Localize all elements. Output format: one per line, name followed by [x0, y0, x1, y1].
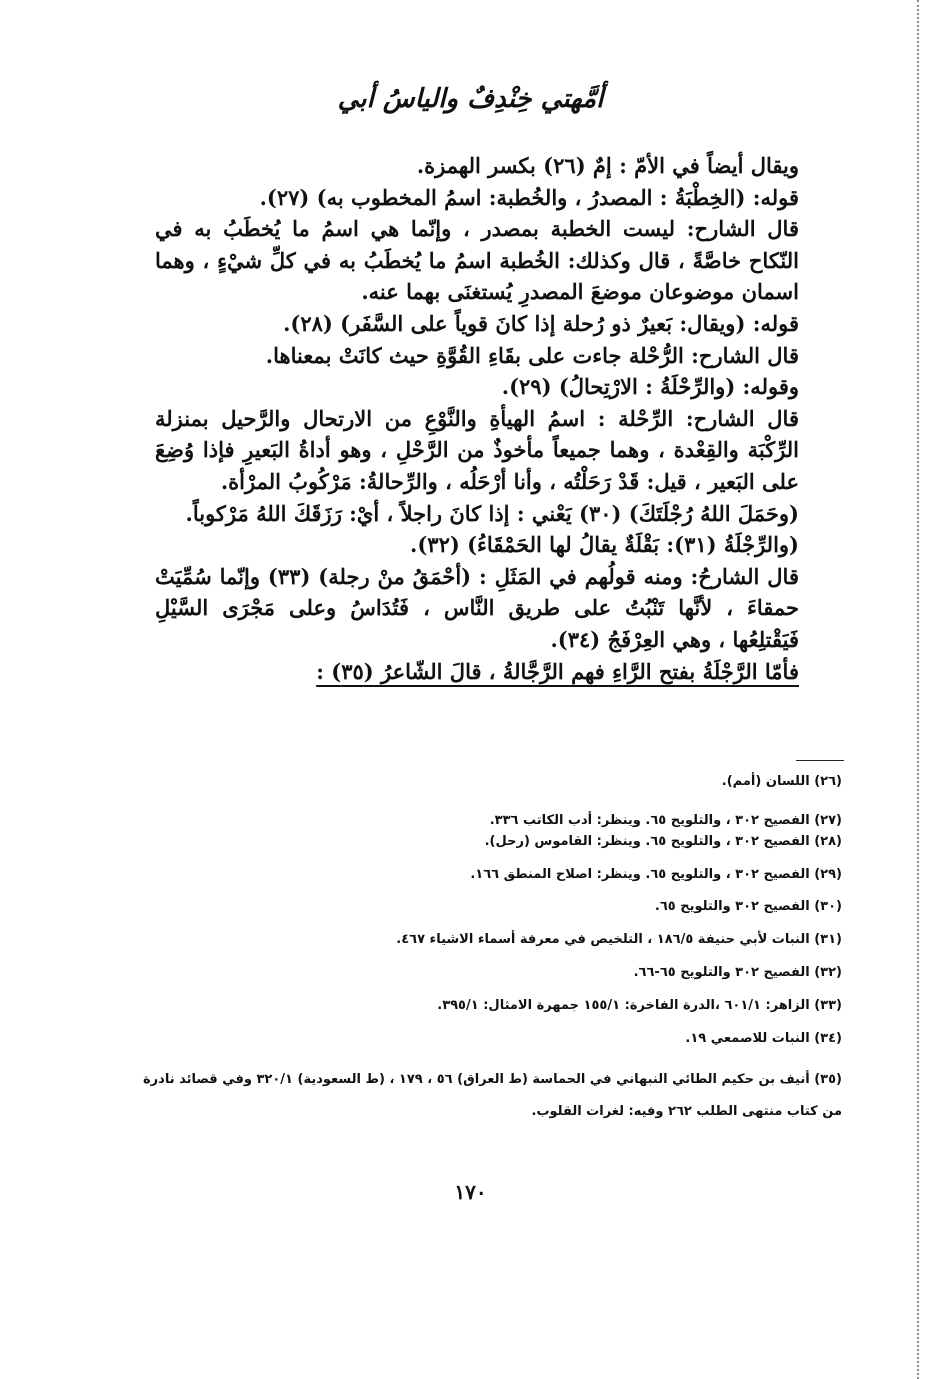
footnote-31: (٣١) النبات لأبي حنيفة ١٨٦/٥ ، التلخيص في معرفة أسماء الاشياء ٤٦٧. [396, 932, 842, 947]
body-line-6: وقوله: (والرِّحْلَةُ : الارْتِحالُ) (٢٩). [501, 374, 799, 400]
body-line-11: فأمّا الرَّجْلَةُ بفتح الرَّاءِ فهم الرَّجَّالةُ ، قالَ الشّاعرُ (٣٥) : [316, 658, 799, 684]
footnote-27: (٢٧) الفصيح ٣٠٢ ، والتلويح ٦٥. وينظر: أدب الكاتب ٣٣٦. [489, 813, 842, 828]
scan-edge-mark [917, 0, 919, 1379]
body-line-2: قوله: (الخِطْبَةُ : المصدرُ ، والخُطبة: اسمُ المخطوب به) (٢٧). [259, 184, 799, 210]
footnote-34: (٣٤) النبات للاصمعي ١٩. [685, 1031, 842, 1046]
footnote-26: (٢٦) اللسان (أمم). [721, 774, 842, 789]
footnote-35: (٣٥) أنيف بن حكيم الطائي النبهاني في الحماسة (ط العراق) ٥٦ ، ١٧٩ ، (ط السعودية) ٣٢٠/١ وفي قصائد نادرة من كتاب منتهى الطلب ٢٦٢ وفيه: لغرات القلوب. [142, 1072, 842, 1119]
footnote-33: (٣٣) الزاهر: ٦٠١/١ ،الدرة الفاخرة: ١٥٥/١ جمهرة الامثال: ٣٩٥/١. [437, 998, 842, 1013]
footnote-divider [796, 760, 844, 761]
body-paragraph-3: قال الشارح: ليست الخطبة بمصدر ، وإنّما هي اسمُ ما يُخطَبُ به في النّكاح خاصَّةً ، قال وكذلك: الخُطبة اسمُ ما يُخطَبُ به في كلِّ شيْءٍ ، وهما اسمان موضوعان موضعَ المصدرِ يُستغنَى بهما عنه. [155, 216, 799, 305]
footnote-30: (٣٠) الفصيح ٣٠٢ والتلويح ٦٥. [654, 899, 842, 914]
body-paragraph-7: قال الشارح: الرِّحْلة : اسمُ الهيأةِ والنَّوْعِ من الارتحال والرَّحيل بمنزلة الرِّكْبَة والقِعْدة ، وهما جميعاً مأخوذٌ من الرَّحْلِ ، وهو أداةُ البَعيرِ فإذا وُضِعَ على البَعير ، قيل: قَدْ رَحَلْتُه ، وأنا أرْحَلُه ، والرِّحالةُ: مَرْكُوبُ المرْأة. [155, 405, 799, 494]
body-paragraph-10: قال الشارحُ: ومنه قولُهم في المَثَلِ : (أحْمَقُ منْ رجلة) (٣٣) وإنّما سُمِّيَتْ حمقاءَ ، لأنَّها تَنْبُتُ على طريق النَّاس ، فَتُدَاسُ وعلى مَجْرَى السَّيْلِ فَيَقْتلِعُها ، وهي العِرْفَجُ (٣٤). [155, 563, 799, 652]
footnotes [140, 774, 842, 1128]
body-line-1: ويقال أيضاً في الأمّ : إمٌ (٢٦) بكسر الهمزة. [416, 153, 799, 178]
body-line-8: (وحَمَلَ اللهُ رُجْلَتَكَ) (٣٠) يَعْني : إذا كانَ راجلاً ، أيْ: رَزَقَكَ اللهُ مَرْكوباً. [185, 500, 799, 526]
footnote-29: (٢٩) الفصيح ٣٠٢ ، والتلويح ٦٥. وينظر: اصلاح المنطق ١٦٦. [470, 867, 842, 882]
body-line-4: قوله: (ويقال: بَعيرٌ ذو رُحلة إذا كانَ قوياً على السَّفَر) (٢٨). [283, 310, 799, 336]
body-line-9: (والرِّجْلَةُ (٣١): بَقْلَةٌ يقالُ لها الحَمْقَاءُ) (٣٢). [410, 532, 799, 558]
main-text [155, 150, 845, 687]
footnote-32: (٣٢) الفصيح ٣٠٢ والتلويح ٦٥-٦٦. [633, 965, 842, 980]
body-line-5: قال الشارح: الرُّحْلة جاءت على بقَاءِ القُوَّةِ حيث كانَتْ بمعناها. [265, 342, 799, 368]
page-number: ١٧٠ [454, 1180, 487, 1204]
page-title: أمَّهتي خِنْدِفٌ والياسُ أبي [337, 84, 604, 114]
footnote-28: (٢٨) الفصيح ٣٠٢ ، والتلويح ٦٥. وينظر: القاموس (رحل). [484, 834, 842, 849]
